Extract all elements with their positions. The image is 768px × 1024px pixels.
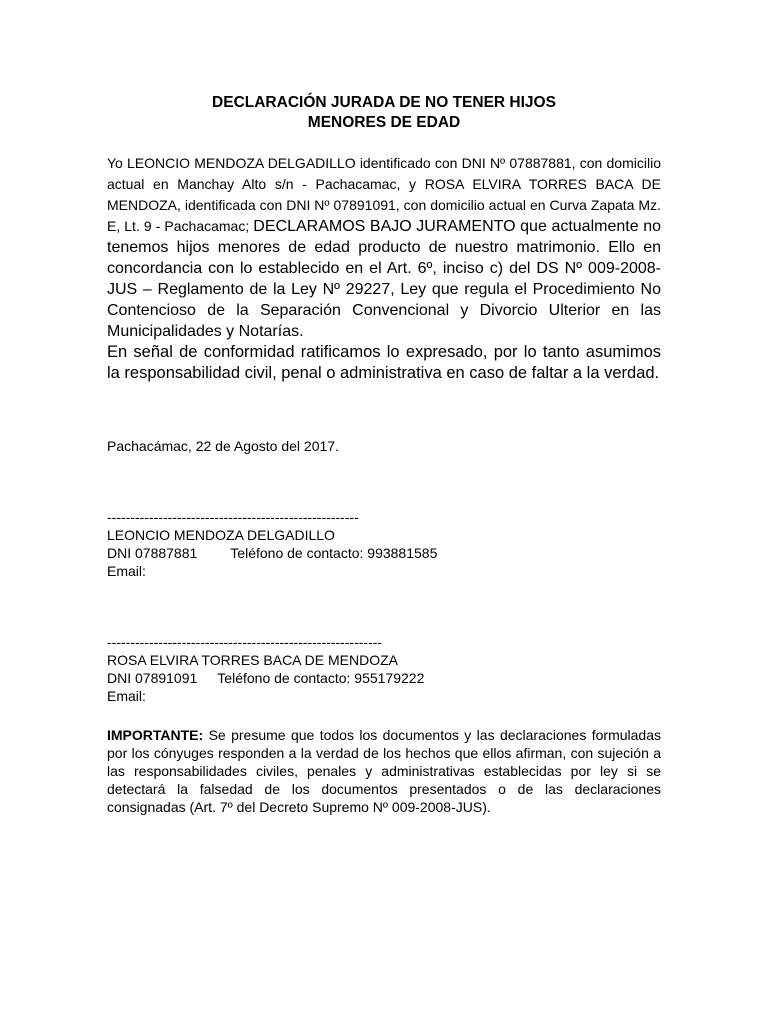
signer-name: ROSA ELVIRA TORRES BACA DE MENDOZA [107, 652, 398, 668]
declaration-paragraph-1-statement: DECLARAMOS BAJO JURAMENTO que actualmente no tenemos hijos menores de edad producto de nuestro matrimonio. Ello en concordancia con lo establecido en el Art. 6º, inciso c) del DS Nº 009-2008-JUS – Reglamento de la Ley Nº 29227, Ley que regula el Procedimiento No Contencioso de la Separación Convencional y Divorcio Ulterior en las Municipalidades y Notarías. [107, 218, 662, 340]
signer-email: Email: [107, 688, 146, 704]
important-note-paragraph [107, 726, 661, 816]
important-label: IMPORTANTE: [107, 727, 204, 743]
declaration-paragraph-1 [107, 153, 661, 342]
place-date: Pachacámac, 22 de Agosto del 2017. [107, 438, 339, 454]
signer-contact-row [107, 669, 424, 687]
signature-block-2 [107, 633, 424, 705]
signature-line: ----------------------------------------------------------- [107, 634, 383, 650]
declaration-paragraph-2: En señal de conformidad ratificamos lo expresado, por lo tanto asumimos la responsabilidad civil, penal o administrativa en caso de faltar a la verdad. [107, 343, 661, 382]
signature-line: ------------------------------------------------------ [107, 509, 359, 525]
document-title [0, 93, 768, 133]
signer-phone: Teléfono de contacto: 955179222 [217, 670, 425, 686]
important-note [107, 726, 661, 816]
declaration-body [107, 153, 661, 384]
signer-phone: Teléfono de contacto: 993881585 [230, 545, 438, 561]
important-text: Se presume que todos los documentos y las declaraciones formuladas por los cónyuges responden a la verdad de los hechos que ellos afirman, con sujeción a las responsabilidades civiles, penales y administrativas establecidas por ley si se detectará la falsedad de los documentos presentados o de las declaraciones consignadas (Art. 7º del Decreto Supremo Nº 009-2008-JUS). [107, 727, 661, 815]
signer-name: LEONCIO MENDOZA DELGADILLO [107, 527, 335, 543]
title-line-1: DECLARACIÓN JURADA DE NO TENER HIJOS [212, 94, 556, 111]
signature-block-1 [107, 508, 437, 580]
signer-dni: DNI 07891091 [107, 670, 198, 686]
signer-email: Email: [107, 563, 146, 579]
signer-dni: DNI 07887881 [107, 545, 198, 561]
title-line-2: MENORES DE EDAD [307, 114, 461, 131]
declaration-paragraph-1-intro: Yo LEONCIO MENDOZA DELGADILLO identificado con DNI Nº 07887881, con domicilio actual en Manchay Alto s/n - Pachacamac, y ROSA ELVIRA TORRES BACA DE MENDOZA, identificada con DNI Nº 07891091, con domicilio actual en Curva Zapata Mz. E, Lt. 9 - Pachacamac; [107, 155, 661, 234]
signer-contact-row [107, 544, 437, 562]
